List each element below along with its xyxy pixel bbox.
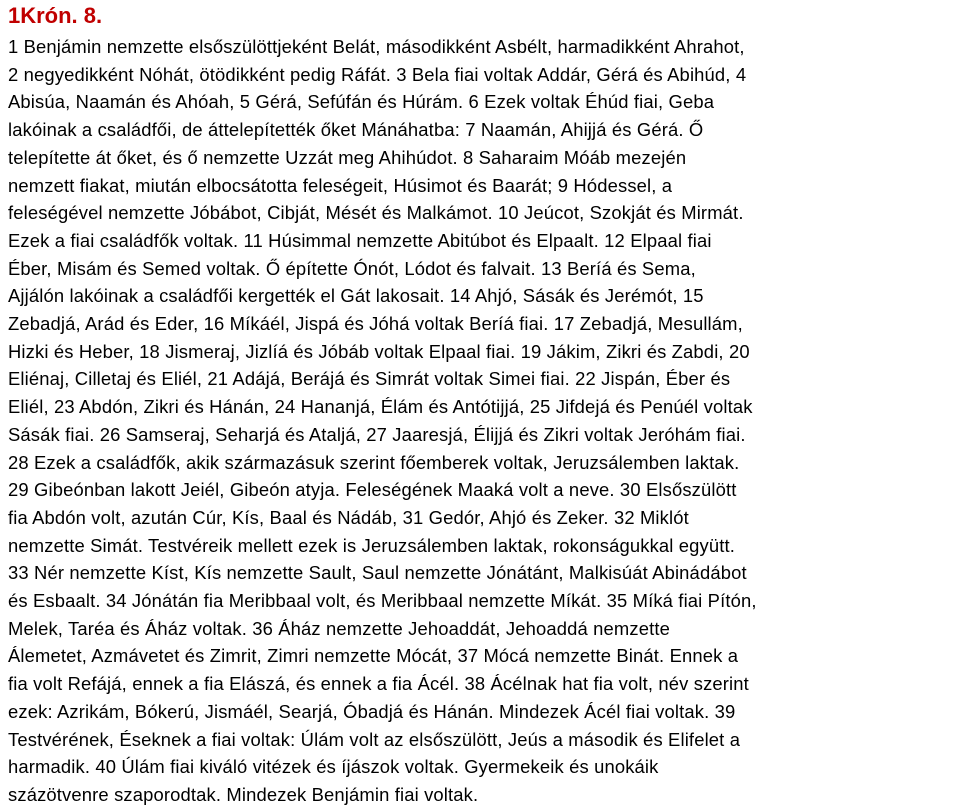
text-line: Abisúa, Naamán és Ahóah, 5 Gérá, Sefúfán és Húrám. 6 Ezek voltak Éhúd fiai, Geba	[8, 91, 715, 113]
text-line: Éber, Misám és Semed voltak. Ő építette Ónót, Lódot és falvait. 13 Beríá és Sema,	[8, 257, 696, 279]
text-line: fia Abdón volt, azután Cúr, Kís, Baal és Nádáb, 31 Gedór, Ahjó és Zeker. 32 Miklót	[8, 506, 689, 528]
text-line: Testvérének, Éseknek a fiai voltak: Úlám volt az elsőszülött, Jeús a második és Elifelet a	[8, 728, 741, 750]
chapter-title: 1Krón. 8.	[8, 3, 103, 28]
text-line: 28 Ezek a családfők, akik származásuk szerint főemberek voltak, Jeruzsálemben laktak.	[8, 451, 740, 473]
text-line: és Esbaalt. 34 Jónátán fia Meribbaal volt, és Meribbaal nemzette Míkát. 35 Míká fiai Pítón,	[8, 590, 757, 612]
text-line: 2 negyedikként Nóhát, ötödikként pedig Ráfát. 3 Bela fiai voltak Addár, Gérá és Abihúd, 4	[8, 63, 747, 85]
text-line: 33 Nér nemzette Kíst, Kís nemzette Sault, Saul nemzette Jónátánt, Malkisúát Abinádábot	[8, 562, 747, 584]
text-line: nemzett fiakat, miután elbocsátotta feleségeit, Húsimot és Baarát; 9 Hódessel, a	[8, 174, 673, 196]
text-line: Ezek a fiai családfők voltak. 11 Húsimmal nemzette Abitúbot és Elpaalt. 12 Elpaal fiai	[8, 229, 712, 251]
text-line: Zebadjá, Arád és Eder, 16 Míkáél, Jispá és Jóhá voltak Beríá fiai. 17 Zebadjá, Mesullám,	[8, 313, 743, 335]
text-line: Eliénaj, Cilletaj és Eliél, 21 Adájá, Berájá és Simrát voltak Simei fiai. 22 Jispán, Éber és	[8, 368, 731, 390]
text-line: Melek, Taréa és Áház voltak. 36 Áház nemzette Jehoaddát, Jehoaddá nemzette	[8, 617, 670, 639]
text-line: Eliél, 23 Abdón, Zikri és Hánán, 24 Hananjá, Élám és Antótijjá, 25 Jifdejá és Penúél voltak	[8, 396, 753, 418]
text-line: feleségével nemzette Jóbábot, Cibját, Mését és Malkámot. 10 Jeúcot, Szokját és Mirmát.	[8, 202, 744, 224]
chapter-text	[8, 33, 952, 809]
text-line: telepítette át őket, és ő nemzette Uzzát meg Ahihúdot. 8 Saharaim Móáb mezején	[8, 146, 687, 168]
text-line: harmadik. 40 Úlám fiai kiváló vitézek és íjászok voltak. Gyermekeik és unokáik	[8, 756, 659, 778]
text-line: 29 Gibeónban lakott Jeiél, Gibeón atyja. Feleségének Maaká volt a neve. 30 Elsőszülött	[8, 479, 737, 501]
text-line: százötvenre szaporodtak. Mindezek Benjámin fiai voltak.	[8, 783, 479, 805]
text-line: lakóinak a családfői, de áttelepítették őket Mánáhatba: 7 Naamán, Ahijjá és Gérá. Ő	[8, 119, 704, 141]
text-line: 1 Benjámin nemzette elsőszülöttjeként Belát, másodikként Asbélt, harmadikként Ahrahot,	[8, 36, 745, 57]
text-line: ezek: Azrikám, Bókerú, Jismáél, Searjá, Óbadjá és Hánán. Mindezek Ácél fiai voltak. 39	[8, 700, 736, 722]
text-line: Sásák fiai. 26 Samseraj, Seharjá és Ataljá, 27 Jaaresjá, Élijjá és Zikri voltak Jeróhám fiai.	[8, 423, 746, 445]
text-line: Ajjálón lakóinak a családfői kergették el Gát lakosait. 14 Ahjó, Sásák és Jerémót, 15	[8, 285, 704, 307]
text-line: nemzette Simát. Testvéreik mellett ezek is Jeruzsálemben laktak, rokonságukkal együtt.	[8, 534, 736, 556]
text-line: Hizki és Heber, 18 Jismeraj, Jizlíá és Jóbáb voltak Elpaal fiai. 19 Jákim, Zikri és Zabdi, 20	[8, 340, 750, 362]
text-line: Álemetet, Azmávetet és Zimrit, Zimri nemzette Mócát, 37 Mócá nemzette Binát. Ennek a	[8, 645, 739, 667]
text-line: fia volt Refájá, ennek a fia Elászá, és ennek a fia Ácél. 38 Ácélnak hat fia volt, név szerint	[8, 673, 749, 695]
document-page	[8, 0, 952, 809]
